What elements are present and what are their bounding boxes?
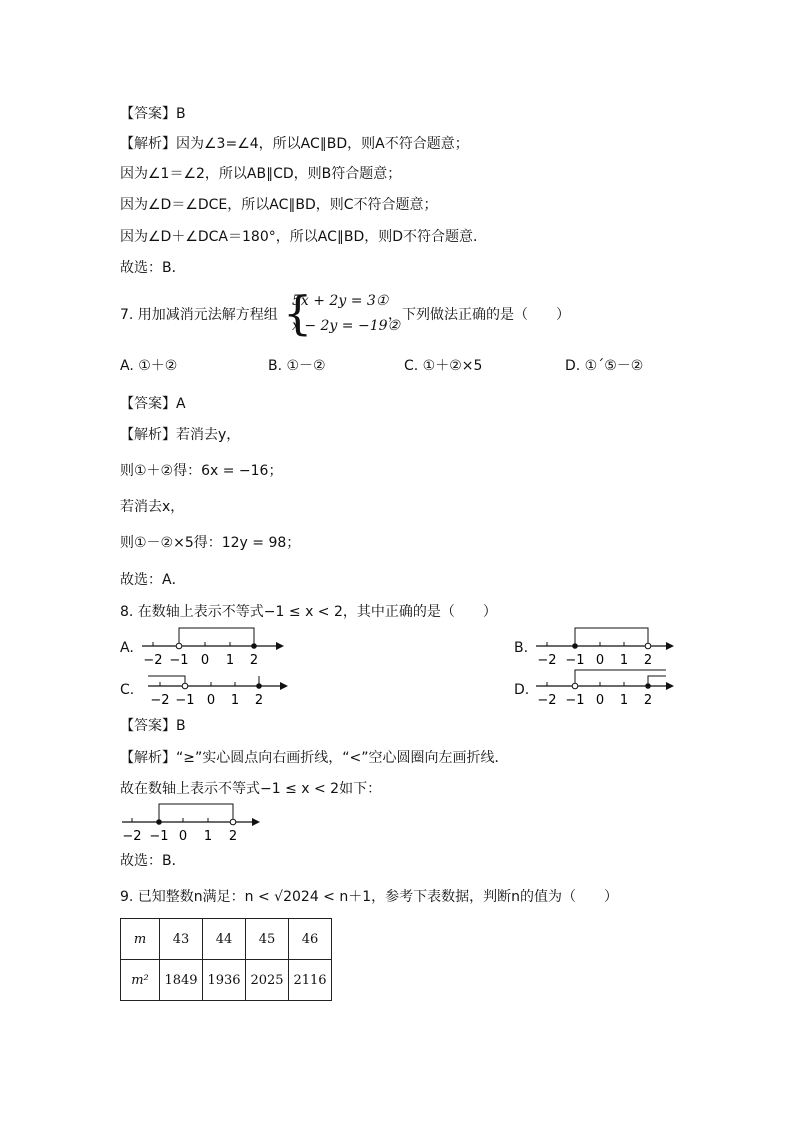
tick-label: −1: [175, 693, 195, 708]
q7-analysis-2: 则①＋②得：6x = −16；: [120, 463, 283, 479]
table-cell: m: [121, 919, 160, 960]
tick-label: 0: [200, 653, 210, 668]
tick-label: 1: [619, 693, 629, 708]
tick-label: 2: [254, 693, 264, 708]
q7-option-b: B. ①－②: [268, 358, 326, 374]
table-row: [121, 919, 332, 960]
table-cell: 1936: [203, 960, 246, 1001]
q6-analysis-1: 【解析】因为∠3=∠4，所以AC∥BD，则A不符合题意；: [120, 136, 469, 152]
q8-answer: 【答案】B: [120, 718, 186, 734]
table-cell: 2025: [246, 960, 289, 1001]
tick-label: −1: [169, 653, 189, 668]
tick-label: 1: [225, 653, 235, 668]
tick-label: 0: [595, 693, 605, 708]
table-cell: 45: [246, 919, 289, 960]
q7-analysis-1: 【解析】若消去y，: [120, 427, 241, 443]
tick-label: 2: [228, 829, 238, 844]
q8-stem: 8. 在数轴上表示不等式−1 ≤ x < 2，其中正确的是（ ）: [120, 604, 497, 620]
q8-analysis-2: 故在数轴上表示不等式−1 ≤ x < 2如下：: [120, 781, 382, 797]
q7-conclusion: 故选：A．: [120, 572, 186, 588]
tick-label: 1: [230, 693, 240, 708]
tick-label: −2: [150, 693, 170, 708]
q7-option-c: C. ①＋②×5: [404, 358, 483, 374]
tick-label: −2: [122, 829, 142, 844]
q8-option-c-label: C.: [120, 682, 135, 698]
tick-label: 0: [206, 693, 216, 708]
q8-option-a-label: A.: [120, 640, 134, 656]
q7-option-d: D. ①ˊ⑤－②: [565, 358, 644, 374]
q9-stem: 9. 已知整数n满足：n < √2024 < n＋1，参考下表数据，判断n的值为（ ）: [120, 889, 619, 905]
table-cell: 2116: [289, 960, 332, 1001]
tick-label: 2: [249, 653, 259, 668]
q8-option-b-label: B.: [514, 640, 529, 656]
q7-answer: 【答案】A: [120, 396, 186, 412]
q6-analysis-2: 因为∠1＝∠2，所以AB∥CD，则B符合题意；: [120, 166, 402, 182]
q6-analysis-4: 因为∠D＋∠DCA＝180°，所以AC∥BD，则D不符合题意．: [120, 229, 488, 245]
tick-label: 1: [619, 653, 629, 668]
tick-label: 0: [178, 829, 188, 844]
number-line-solution: [118, 800, 268, 846]
tick-label: −1: [565, 693, 585, 708]
q6-answer: 【答案】B: [120, 106, 186, 122]
q8-conclusion: 故选：B．: [120, 853, 186, 869]
q8-option-d-label: D.: [514, 682, 530, 698]
q7-equation-1: 5x + 2y = 3①: [292, 293, 389, 309]
table-cell: 46: [289, 919, 332, 960]
q7-analysis-4: 则①－②×5得：12y = 98；: [120, 535, 301, 551]
number-line-option-d: [532, 664, 682, 710]
q8-analysis-1: 【解析】“≥”实心圆点向右画折线，“<”空心圆圈向左画折线．: [120, 750, 509, 766]
q7-option-a: A. ①＋②: [120, 358, 178, 374]
table-cell: 43: [160, 919, 203, 960]
table-cell: 1849: [160, 960, 203, 1001]
q6-conclusion: 故选：B．: [120, 260, 186, 276]
q9-data-table: [120, 918, 332, 1001]
equation-system-brace: {: [283, 286, 313, 340]
q7-equation-2: x − 2y = −19②: [292, 318, 401, 334]
tick-label: 2: [643, 653, 653, 668]
number-line-option-c: [144, 664, 294, 710]
table-cell: m²: [121, 960, 160, 1001]
tick-label: −1: [149, 829, 169, 844]
tick-label: 0: [595, 653, 605, 668]
q7-stem-after: ，下列做法正确的是（ ）: [388, 307, 570, 323]
tick-label: −2: [537, 653, 557, 668]
table-row: [121, 960, 332, 1001]
tick-label: −1: [565, 653, 585, 668]
q7-stem-before: 7. 用加减消元法解方程组: [120, 307, 278, 323]
tick-label: −2: [537, 693, 557, 708]
table-cell: 44: [203, 919, 246, 960]
tick-label: −2: [143, 653, 163, 668]
q7-analysis-3: 若消去x，: [120, 499, 185, 515]
tick-label: 2: [643, 693, 653, 708]
q6-analysis-3: 因为∠D＝∠DCE，所以AC∥BD，则C不符合题意；: [120, 197, 438, 213]
tick-label: 1: [203, 829, 213, 844]
